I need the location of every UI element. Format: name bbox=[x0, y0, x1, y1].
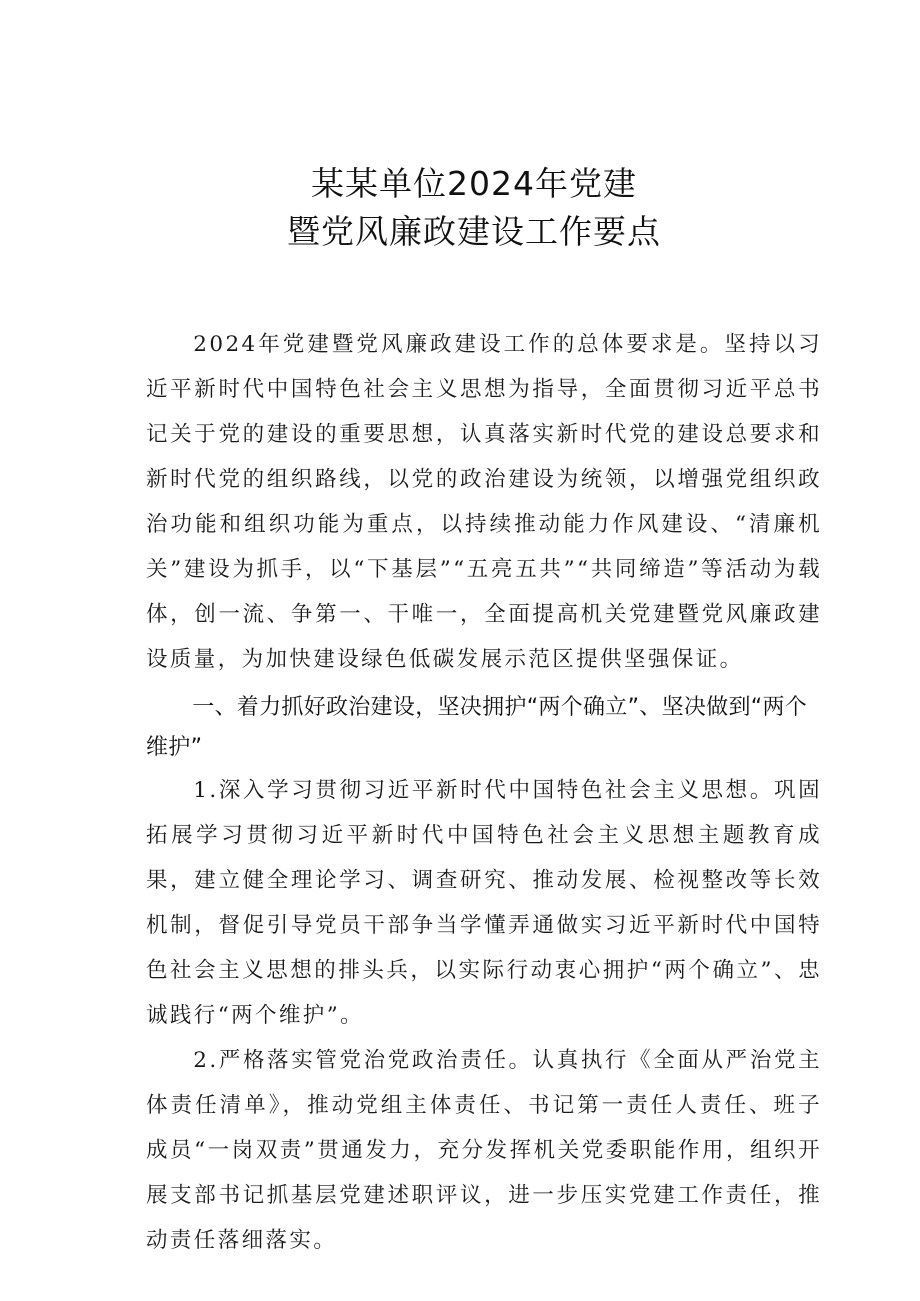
document-title bbox=[146, 160, 822, 256]
intro-paragraph: 2024年党建暨党风廉政建设工作的总体要求是。坚持以习近平新时代中国特色社会主义思想为指导，全面贯彻习近平总书记关于党的建设的重要思想，认真落实新时代党的建设总要求和新时代党的组织路线，以党的政治建设为统领，以增强党组织政治功能和组织功能为重点，以持续推动能力作风建设、“清廉机关”建设为抓手，以“下基层”“五亮五共”“共同缔造”等活动为载体，创一流、争第一、干唯一，全面提高机关党建暨党风廉政建设质量，为加快建设绿色低碳发展示范区提供坚强保证。 bbox=[146, 332, 822, 672]
item-2-paragraph: 2.严格落实管党治党政治责任。认真执行《全面从严治党主体责任清单》，推动党组主体责任、书记第一责任人责任、班子成员“一岗双责”贯通发力，充分发挥机关党委职能作用，组织开展支部书记抓基层党建述职评议，进一步压实党建工作责任，推动责任落细落实。 bbox=[146, 1048, 822, 1253]
item-1-paragraph: 1.深入学习贯彻习近平新时代中国特色社会主义思想。巩固拓展学习贯彻习近平新时代中国特色社会主义思想主题教育成果，建立健全理论学习、调查研究、推动发展、检视整改等长效机制，督促引导党员干部争当学懂弄通做实习近平新时代中国特色社会主义思想的排头兵，以实际行动衷心拥护“两个确立”、忠诚践行“两个维护”。 bbox=[146, 778, 822, 1028]
section-1-heading: 一、着力抓好政治建设，坚决拥护“两个确立”、坚决做到“两个维护” bbox=[146, 695, 808, 760]
title-line-1: 某某单位2024年党建 bbox=[311, 164, 637, 203]
document-body bbox=[146, 322, 822, 1263]
title-line-2: 暨党风廉政建设工作要点 bbox=[287, 212, 661, 251]
